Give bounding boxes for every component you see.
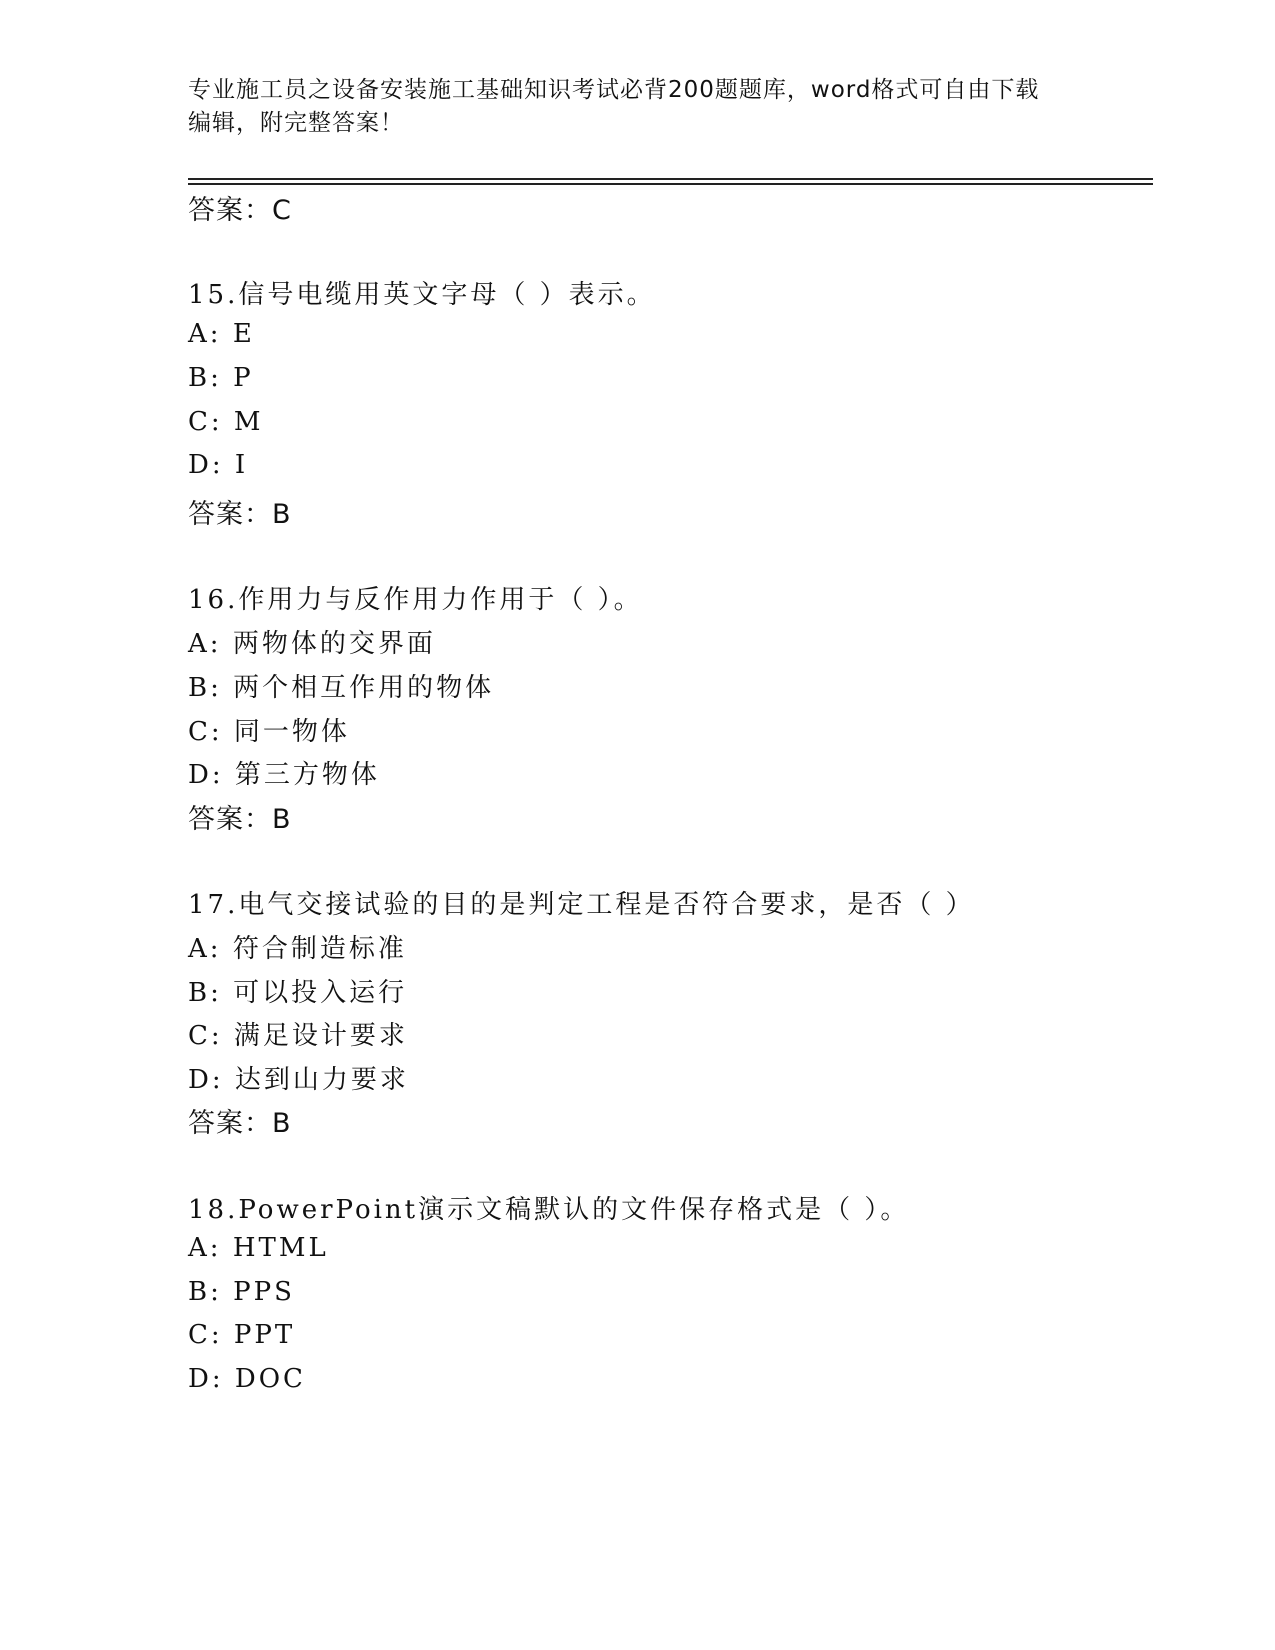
option-text: M (233, 407, 264, 437)
option-letter: A: (188, 319, 222, 349)
option-letter: B: (188, 363, 222, 393)
answer-value: B (272, 804, 292, 835)
option-line (188, 623, 436, 660)
option-letter: A: (188, 1233, 222, 1263)
answer-line (188, 1101, 292, 1140)
option-text: DOC (234, 1364, 306, 1394)
answer-line (188, 492, 292, 531)
answer-prefix: 答案： (188, 804, 272, 835)
question-stem: 15.信号电缆用英文字母（ ）表示。 (188, 280, 656, 310)
option-line (188, 450, 248, 480)
header-divider-bottom (188, 183, 1153, 185)
option-line (188, 754, 380, 791)
answer-value: C (272, 195, 292, 226)
option-line (188, 1364, 306, 1394)
document-header (188, 74, 1088, 140)
option-letter: B: (188, 978, 222, 1008)
header-divider-top (188, 178, 1153, 180)
option-text: E (232, 319, 255, 349)
header-line-2: 编辑，附完整答案！ (188, 110, 404, 136)
option-line (188, 407, 264, 437)
answer-prefix: 答案： (188, 499, 272, 530)
answer-value: B (272, 1108, 292, 1139)
header-line-1: 专业施工员之设备安装施工基础知识考试必背200题题库，word格式可自由下载 (188, 77, 1040, 103)
option-line (188, 1277, 295, 1307)
option-text: 两物体的交界面 (232, 629, 436, 659)
option-text: P (233, 363, 254, 393)
option-text: HTML (232, 1233, 329, 1263)
option-line (188, 1059, 409, 1096)
option-letter: B: (188, 673, 222, 703)
answer-value: B (272, 499, 292, 530)
option-letter: A: (188, 629, 222, 659)
option-letter: C: (188, 717, 223, 747)
option-line (188, 1320, 295, 1350)
question-stem: 17.电气交接试验的目的是判定工程是否符合要求，是否（ ） (188, 890, 975, 920)
option-line (188, 667, 494, 704)
question-stem: 18.PowerPoint演示文稿默认的文件保存格式是（ ）。 (188, 1195, 910, 1225)
option-line (188, 972, 407, 1009)
option-letter: C: (188, 1021, 223, 1051)
option-line (188, 928, 407, 965)
answer-line (188, 188, 292, 227)
answer-prefix: 答案： (188, 195, 272, 226)
option-text: 满足设计要求 (233, 1021, 408, 1051)
option-line (188, 711, 350, 748)
option-text: 同一物体 (233, 717, 350, 747)
option-line (188, 1233, 329, 1263)
option-text: 符合制造标准 (232, 934, 407, 964)
option-line (188, 363, 254, 393)
option-text: PPT (233, 1320, 296, 1350)
option-text: PPS (233, 1277, 295, 1307)
option-letter: B: (188, 1277, 222, 1307)
answer-prefix: 答案： (188, 1108, 272, 1139)
answer-line (188, 797, 292, 836)
option-letter: D: (188, 1364, 224, 1394)
option-line (188, 319, 255, 349)
question-stem: 16.作用力与反作用力作用于（ ）。 (188, 585, 643, 615)
option-text: 第三方物体 (234, 760, 380, 790)
option-text: 两个相互作用的物体 (233, 673, 495, 703)
option-letter: D: (188, 1065, 224, 1095)
option-line (188, 1015, 408, 1052)
option-text: 达到山力要求 (234, 1065, 409, 1095)
option-letter: D: (188, 760, 224, 790)
option-letter: A: (188, 934, 222, 964)
option-letter: C: (188, 407, 223, 437)
option-letter: D: (188, 450, 224, 480)
option-text: I (234, 450, 249, 480)
option-letter: C: (188, 1320, 223, 1350)
option-text: 可以投入运行 (233, 978, 408, 1008)
